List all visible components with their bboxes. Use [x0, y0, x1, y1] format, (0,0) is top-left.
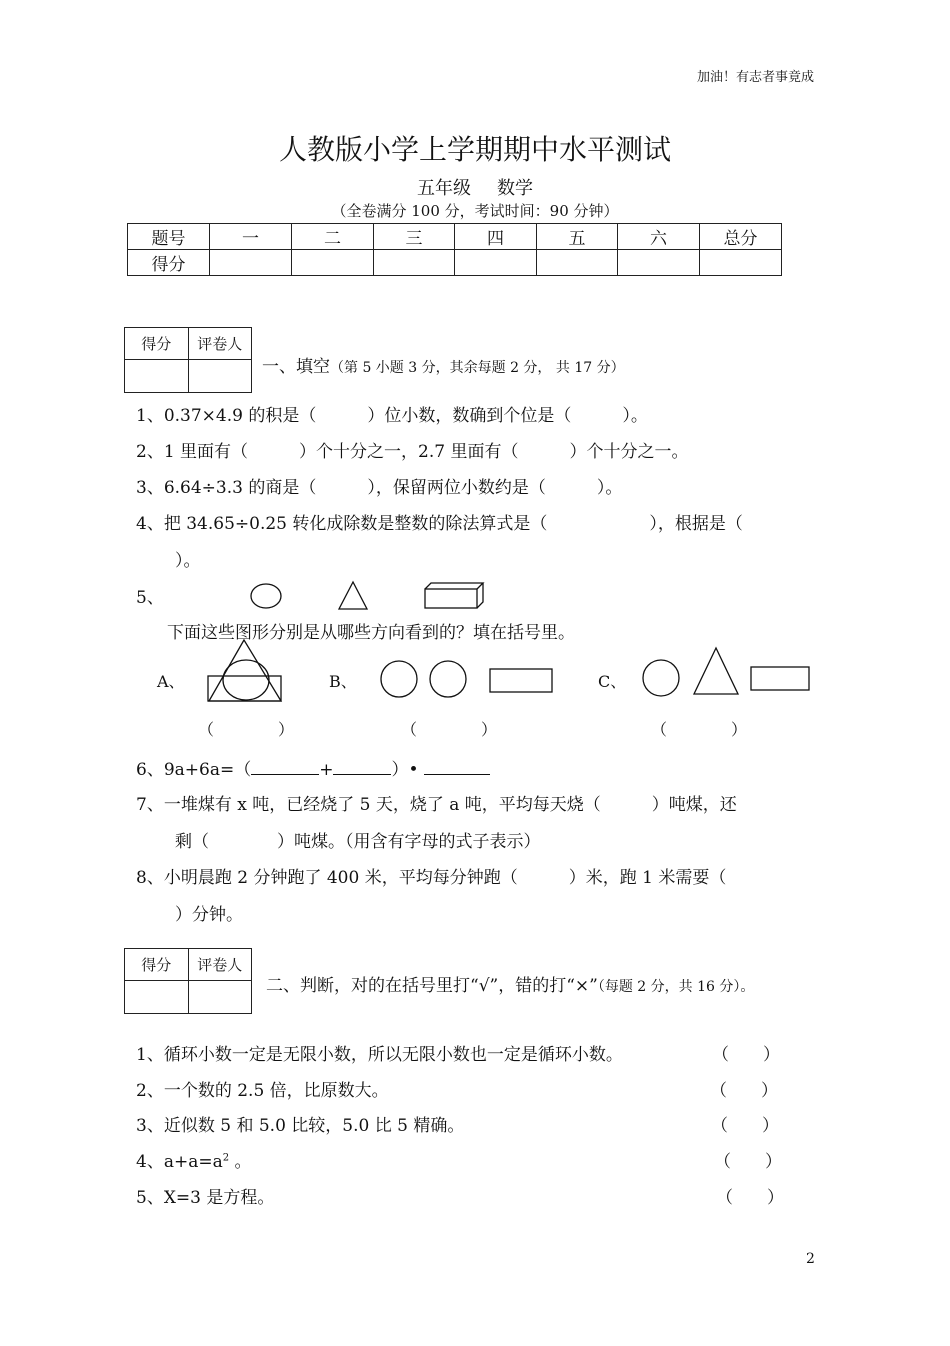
score-header-cell: 总分: [700, 224, 782, 250]
question-8-line2: ）分钟。: [175, 905, 243, 925]
page-title: 人教版小学上学期期中水平测试: [278, 133, 671, 166]
judge-item-5-paren: （ ）: [716, 1188, 784, 1208]
section1-note: （第 5 小题 3 分，其余每题 2 分， 共 17 分）: [330, 360, 625, 376]
score-header-cell: 六: [618, 224, 700, 250]
grader-score-label: 得分: [125, 949, 189, 981]
circle-shape: [251, 584, 281, 608]
score-header-cell: 一: [210, 224, 292, 250]
judge-item-4-suffix: 。: [229, 1152, 252, 1172]
option-c-label: C、: [598, 672, 627, 691]
q6-blank-2[interactable]: [333, 758, 391, 775]
question-4-line1: 4、把 34.65÷0.25 转化成除数是整数的除法算式是（ ），根据是（: [136, 514, 743, 534]
triangle-shape: [339, 582, 367, 609]
question-6-plus: +: [319, 760, 334, 780]
question-5-text: 下面这些图形分别是从哪些方向看到的？填在括号里。: [167, 623, 575, 643]
question-6: [136, 755, 490, 780]
score-header-cell: 三: [374, 224, 455, 250]
option-b-label: B、: [329, 672, 357, 691]
judge-item-4-text: 4、a+a=a: [136, 1152, 223, 1172]
grade-label: 五年级: [417, 178, 471, 199]
judge-item-4: [136, 1147, 252, 1172]
judge-item-1-paren: （ ）: [712, 1045, 780, 1065]
score-row-label: 得分: [128, 250, 210, 276]
question-2: 2、1 里面有（ ）个十分之一，2.7 里面有（ ）个十分之一。: [136, 442, 689, 462]
score-header-cell: 四: [455, 224, 537, 250]
section2-heading: 二、判断，对的在括号里打“√”，错的打“×”: [266, 976, 598, 996]
score-header-cell: 五: [537, 224, 618, 250]
section2-note: （每题 2 分，共 16 分）。: [597, 979, 755, 995]
header-motto: 加油！有志者事竟成: [696, 70, 814, 85]
judge-item-5: 5、X=3 是方程。: [136, 1188, 275, 1208]
q6-blank-3[interactable]: [424, 758, 490, 775]
exam-note: （全卷满分 100 分，考试时间：90 分钟）: [331, 202, 619, 220]
option-b-shape: [381, 661, 552, 697]
judge-item-4-paren: （ ）: [714, 1152, 782, 1172]
option-a-shape: [208, 640, 281, 701]
judge-item-3: 3、近似数 5 和 5.0 比较，5.0 比 5 精确。: [136, 1116, 465, 1136]
score-header-cell: 题号: [128, 224, 210, 250]
judge-item-1: 1、循环小数一定是无限小数，所以无限小数也一定是循环小数。: [136, 1045, 623, 1065]
subject-label: 数学: [497, 178, 533, 199]
page-number: 2: [806, 1251, 815, 1267]
grader-box-section2: [124, 948, 252, 1014]
option-a-label: A、: [157, 672, 185, 691]
question-4-line2: ）。: [175, 551, 201, 571]
question-6-close: ）•: [391, 760, 419, 780]
question-1: 1、0.37×4.9 的积是（ ）位小数，数确到个位是（ ）。: [136, 406, 648, 426]
question-5-number: 5、: [136, 588, 164, 608]
option-c-shape: [643, 648, 809, 696]
cuboid-shape: [425, 583, 483, 608]
q6-blank-1[interactable]: [251, 758, 319, 775]
option-b-answer-paren: （ ）: [401, 720, 498, 739]
grader-name-cell[interactable]: [188, 981, 252, 1014]
option-a-answer-paren: （ ）: [198, 720, 295, 739]
grader-score-cell[interactable]: [125, 981, 189, 1014]
score-header-cell: 二: [292, 224, 374, 250]
grader-name-label: 评卷人: [188, 328, 252, 360]
judge-item-4-exponent: 2: [222, 1152, 230, 1164]
judge-item-2-paren: （ ）: [710, 1081, 778, 1101]
option-c-answer-paren: （ ）: [651, 720, 748, 739]
question-8-line1: 8、小明晨跑 2 分钟跑了 400 米，平均每分钟跑（ ）米，跑 1 米需要（: [136, 868, 727, 888]
grader-score-label: 得分: [125, 328, 189, 360]
grader-name-label: 评卷人: [188, 949, 252, 981]
section2-title: [266, 971, 754, 996]
question-6-prefix: 6、9a+6a=（: [136, 760, 252, 780]
judge-item-2: 2、一个数的 2.5 倍，比原数大。: [136, 1081, 389, 1101]
question-7-line1: 7、一堆煤有 x 吨，已经烧了 5 天，烧了 a 吨，平均每天烧（ ）吨煤，还: [136, 795, 737, 815]
section1-heading: 一、填空: [262, 357, 330, 377]
judge-item-3-paren: （ ）: [711, 1116, 779, 1136]
question-3: 3、6.64÷3.3 的商是（ ），保留两位小数约是（ ）。: [136, 478, 623, 498]
question-7-line2: 剩（ ）吨煤。（用含有字母的式子表示）: [175, 832, 541, 852]
